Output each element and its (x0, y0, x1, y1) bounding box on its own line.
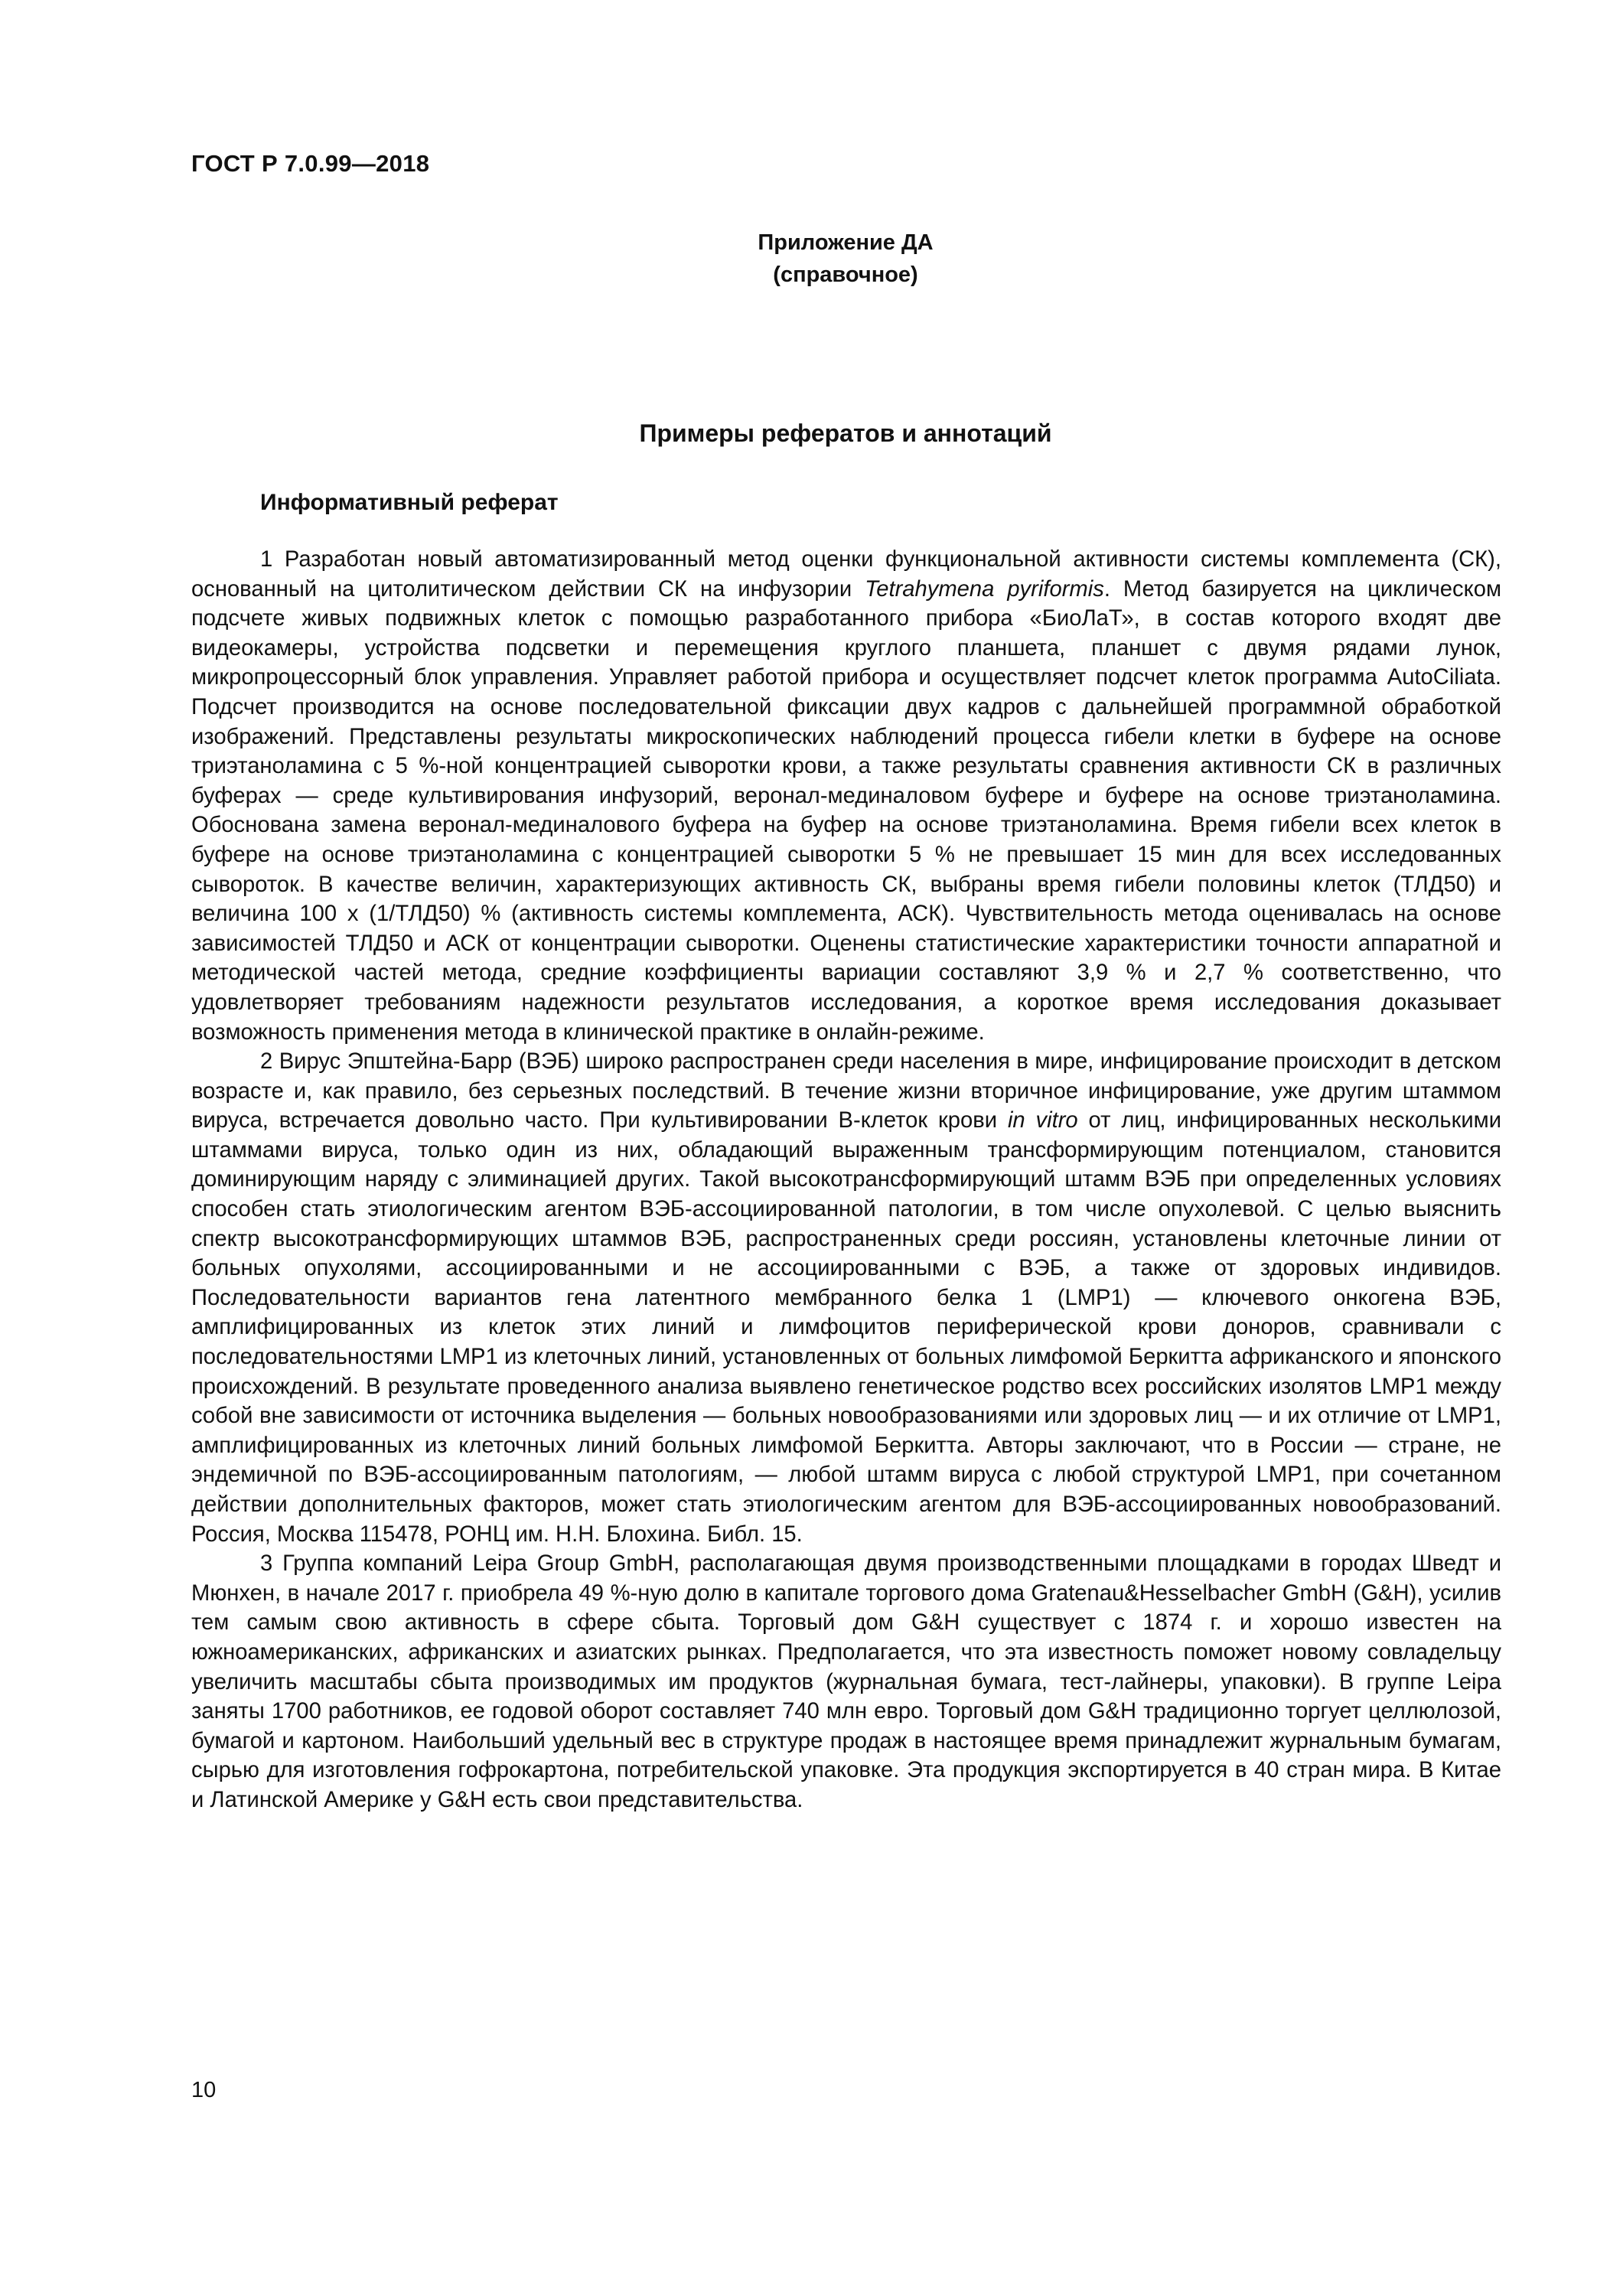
paragraph-text: 1 Разработан новый автоматизированный метод оценки функциональной активности системы комплемента (СК), основанный на цитолитическом действии СК на инфузории (191, 547, 1501, 602)
appendix-note: (справочное) (773, 263, 918, 287)
paragraph-text: . Метод базируется на циклическом подсчете живых подвижных клеток с помощью разработанного прибора «БиоЛаТ», в состав которого входят две видеокамеры, устройства подсветки и перемещения круглого планшета, планшет с двумя рядами лунок, микропроцессорный блок управления. Управляет работой прибора и осуществляет подсчет клеток программа AutoCiliata. Подсчет производится на основе последовательной фиксации двух кадров с дальнейшей программной обработкой изображений. Представлены результаты микроскопических наблюдений процесса гибели клетки в буфере на основе триэтаноламина с 5 %-ной концентрацией сыворотки крови, а также результаты сравнения активности СК в различных буферах — среде культивирования инфузорий, веронал-мединаловом буфере и буфере на основе триэтаноламина. Обоснована замена веронал-мединалового буфера на буфер на основе триэтаноламина. Время гибели всех клеток в буфере на основе триэтаноламина с концентрацией сыворотки 5 % не превышает 15 мин для всех исследованных сывороток. В качестве величин, характеризующих активность СК, выбраны время гибели половины клеток (ТЛД50) и величина 100 х (1/ТЛД50) % (активность системы комплемента, АСК). Чувствительность метода оценивалась на основе зависимостей ТЛД50 и АСК от концентрации сыворотки. Оценены статистические характеристики точности аппаратной и методической частей метода, средние коэффициенты вариации составляют 3,9 % и 2,7 % соответственно, что удовлетворяет требованиям надежности результатов исследования, а короткое время исследования доказывает возможность применения метода в клинической практике в онлайн-режиме. (191, 576, 1502, 1045)
paragraph-1 (191, 545, 1501, 1047)
subheading: Информативный реферат (260, 490, 559, 515)
document-header: ГОСТ Р 7.0.99—2018 (191, 150, 430, 177)
paragraph-2 (191, 1047, 1501, 1549)
paragraph-italic-text: Tetrahymena pyriformis (865, 576, 1104, 602)
paragraph-italic-text: in vitro (1007, 1108, 1078, 1133)
paragraph-text: 3 Группа компаний Leipa Group GmbH, располагающая двумя производственными площадками в городах Шведт и Мюнхен, в начале 2017 г. приобрела 49 %-ную долю в капитале торгового дома Gratenau&Hesselbacher GmbH (G&H), усилив тем самым свою активность в сфере сбыта. Торговый дом G&H существует с 1874 г. и хорошо известен на южноамериканских, африканских и азиатских рынках. Предполагается, что эта известность поможет новому совладельцу увеличить масштабы сбыта производимых им продуктов (журнальная бумага, тест-лайнеры, упаковки). В группе Leipa заняты 1700 работников, ее годовой оборот составляет 740 млн евро. Торговый дом G&H традиционно торгует целлюлозой, бумагой и картоном. Наибольший удельный вес в структуре продаж в настоящее время принадлежит журнальным бумагам, сырью для изготовления гофрокартона, потребительской упаковке. Эта продукция экспортируется в 40 стран мира. В Китае и Латинской Америке у G&H есть свои представительства. (191, 1551, 1501, 1812)
document-body (191, 545, 1501, 1815)
paragraph-text: от лиц, инфицированных несколькими штаммами вируса, только один из них, обладающий выраженным трансформирующим потенциалом, становится доминирующим наряду с элиминацией других. Такой высокотрансформирующий штамм ВЭБ при определенных условиях способен стать этиологическим агентом ВЭБ-ассоциированной патологии, в том числе опухолевой. С целью выяснить спектр высокотрансформирующих штаммов ВЭБ, распространенных среди россиян, установлены клеточные линии от больных опухолями, ассоциированными и не ассоциированными с ВЭБ, а также от здоровых индивидов. Последовательности вариантов гена латентного мембранного белка 1 (LMP1) — ключевого онкогена ВЭБ, амплифицированных из клеток этих линий и лимфоцитов периферической крови доноров, сравнивали с последовательностями LMP1 из клеточных линий, установленных от больных лимфомой Беркитта африканского и японского происхождений. В результате проведенного анализа выявлено генетическое родство всех российских изолятов LMP1 между собой вне зависимости от источника выделения — больных новообразованиями или здоровых лиц — и их отличие от LMP1, амплифицированных из клеточных линий больных лимфомой Беркитта. Авторы заключают, что в России — стране, не эндемичной по ВЭБ-ассоциированным патологиям, — любой штамм вируса с любой структурой LMP1, при сочетанном действии дополнительных факторов, может стать этиологическим агентом для ВЭБ-ассоциированных новообразований. Россия, Москва 115478, РОНЦ им. Н.Н. Блохина. Библ. 15. (191, 1108, 1502, 1547)
paragraph-3 (191, 1549, 1501, 1815)
appendix-heading (597, 227, 1094, 291)
paragraph-text: 2 Вирус Эпштейна-Барр (ВЭБ) широко распространен среди населения в мире, инфицирование происходит в детском возрасте и, как правило, без серьезных последствий. В течение жизни вторичное инфицирование, уже другим штаммом вируса, встречается довольно часто. При культивировании В-клеток крови (191, 1049, 1501, 1133)
section-title: Примеры рефератов и аннотаций (639, 419, 1052, 447)
appendix-title: Приложение ДА (758, 230, 934, 255)
page-number: 10 (191, 2078, 217, 2102)
